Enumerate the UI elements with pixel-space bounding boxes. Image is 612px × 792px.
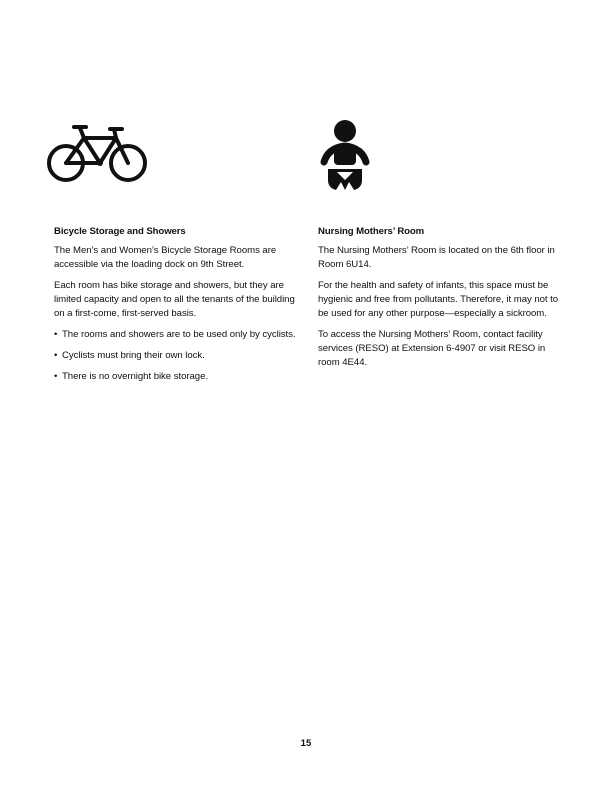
bicycle-section-body — [54, 244, 299, 391]
baby-icon — [318, 118, 374, 198]
bullet-glyph: • — [54, 371, 58, 382]
paragraph: The Men’s and Women’s Bicycle Storage Rooms are accessible via the loading dock on 9th Street. — [54, 245, 277, 270]
nursing-section-title: Nursing Mothers’ Room — [318, 226, 425, 237]
list-item — [54, 328, 299, 342]
list-item-text: The rooms and showers are to be used only by cyclists. — [62, 329, 296, 340]
list-item-text: Cyclists must bring their own lock. — [62, 350, 205, 361]
nursing-section-body — [318, 244, 563, 377]
page-number: 15 — [300, 738, 312, 749]
paragraph: To access the Nursing Mothers’ Room, contact facility services (RESO) at Extension 6-4907 or visit RESO in room 4E44. — [318, 329, 546, 368]
paragraph: The Nursing Mothers’ Room is located on the 6th floor in Room 6U14. — [318, 245, 555, 270]
list-item — [54, 349, 299, 363]
bullet-list — [54, 328, 299, 384]
bicycle-icon — [46, 122, 148, 188]
bullet-glyph: • — [54, 329, 58, 340]
list-item — [54, 370, 299, 384]
list-item-text: There is no overnight bike storage. — [62, 371, 208, 382]
bicycle-section-title: Bicycle Storage and Showers — [54, 226, 186, 237]
paragraph: Each room has bike storage and showers, but they are limited capacity and open to all the tenants of the building on a first-come, first-served basis. — [54, 280, 295, 319]
paragraph: For the health and safety of infants, this space must be hygienic and free from pollutants. Therefore, it may not to be used for any other purpose—especially a sickroom. — [318, 280, 559, 319]
bullet-glyph: • — [54, 350, 58, 361]
